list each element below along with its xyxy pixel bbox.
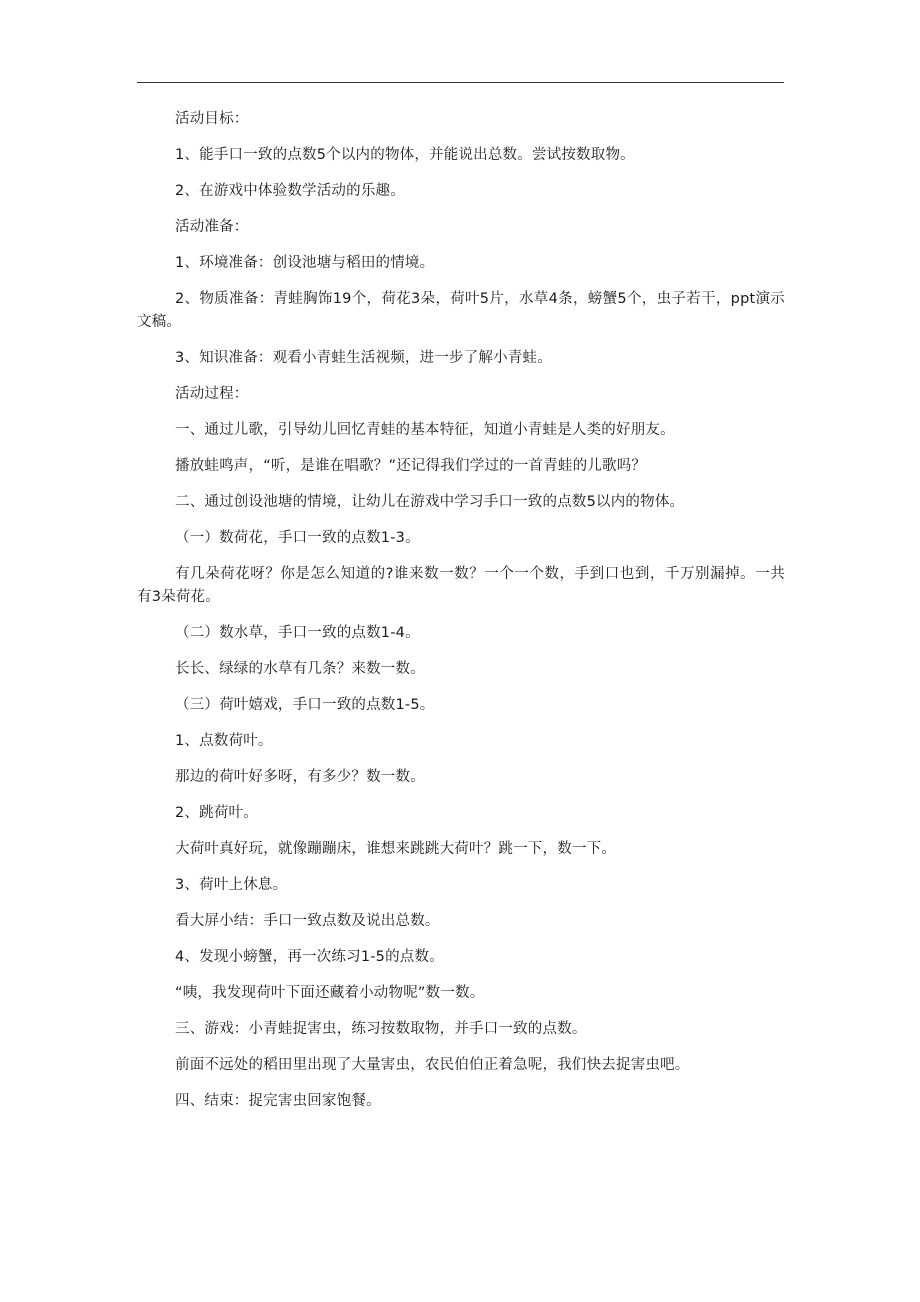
process-step: 1、点数荷叶。: [175, 733, 273, 749]
goal-item-1: 1、能手口一致的点数5个以内的物体，并能说出总数。尝试按数取物。: [175, 147, 635, 163]
process-text: 前面不远处的稻田里出现了大量害虫，农民伯伯正着急呢，我们快去捉害虫吧。: [175, 1057, 690, 1073]
process-text: 那边的荷叶好多呀，有多少？数一数。: [175, 769, 425, 785]
process-section-4: 四、结束：捉完害虫回家饱餐。: [175, 1093, 381, 1109]
process-text: 大荷叶真好玩，就像蹦蹦床，谁想来跳跳大荷叶？跳一下，数一下。: [175, 841, 616, 857]
process-section-1: 一、通过儿歌，引导幼儿回忆青蛙的基本特征，知道小青蛙是人类的好朋友。: [175, 422, 675, 438]
process-text: 播放蛙鸣声，“听，是谁在唱歌？”还记得我们学过的一首青蛙的儿歌吗？: [175, 458, 647, 474]
heading-preparation: 活动准备：: [175, 219, 249, 235]
header-rule: [137, 82, 784, 83]
process-subsection: （二）数水草，手口一致的点数1-4。: [175, 625, 420, 641]
process-text: 看大屏小结：手口一致点数及说出总数。: [175, 913, 440, 929]
process-step: 2、跳荷叶。: [175, 805, 258, 821]
document-body: [137, 108, 785, 1126]
process-section-2: 二、通过创设池塘的情境，让幼儿在游戏中学习手口一致的点数5以内的物体。: [175, 494, 685, 510]
process-section-3: 三、游戏：小青蛙捉害虫，练习按数取物，并手口一致的点数。: [175, 1021, 587, 1037]
process-subsection: （三）荷叶嬉戏，手口一致的点数1-5。: [175, 697, 435, 713]
process-step: 4、发现小螃蟹，再一次练习1-5的点数。: [175, 949, 444, 965]
process-text: 长长、绿绿的水草有几条？来数一数。: [175, 661, 425, 677]
process-text: “咦，我发现荷叶下面还藏着小动物呢”数一数。: [175, 985, 485, 1001]
process-subsection: （一）数荷花，手口一致的点数1-3。: [175, 530, 420, 546]
prep-item-2: 2、物质准备：青蛙胸饰19个，荷花3朵，荷叶5片，水草4条，螃蟹5个，虫子若干，ppt演示文稿。: [137, 291, 785, 330]
heading-goals: 活动目标：: [175, 111, 249, 127]
goal-item-2: 2、在游戏中体验数学活动的乐趣。: [175, 183, 405, 199]
process-step: 3、荷叶上休息。: [175, 877, 288, 893]
prep-item-1: 1、环境准备：创设池塘与稻田的情境。: [175, 255, 435, 271]
process-text: 有几朵荷花呀？你是怎么知道的?谁来数一数？一个一个数，手到口也到，千万别漏掉。一共有3朵荷花。: [137, 566, 785, 605]
prep-item-3: 3、知识准备：观看小青蛙生活视频，进一步了解小青蛙。: [175, 350, 552, 366]
heading-process: 活动过程：: [175, 386, 249, 402]
